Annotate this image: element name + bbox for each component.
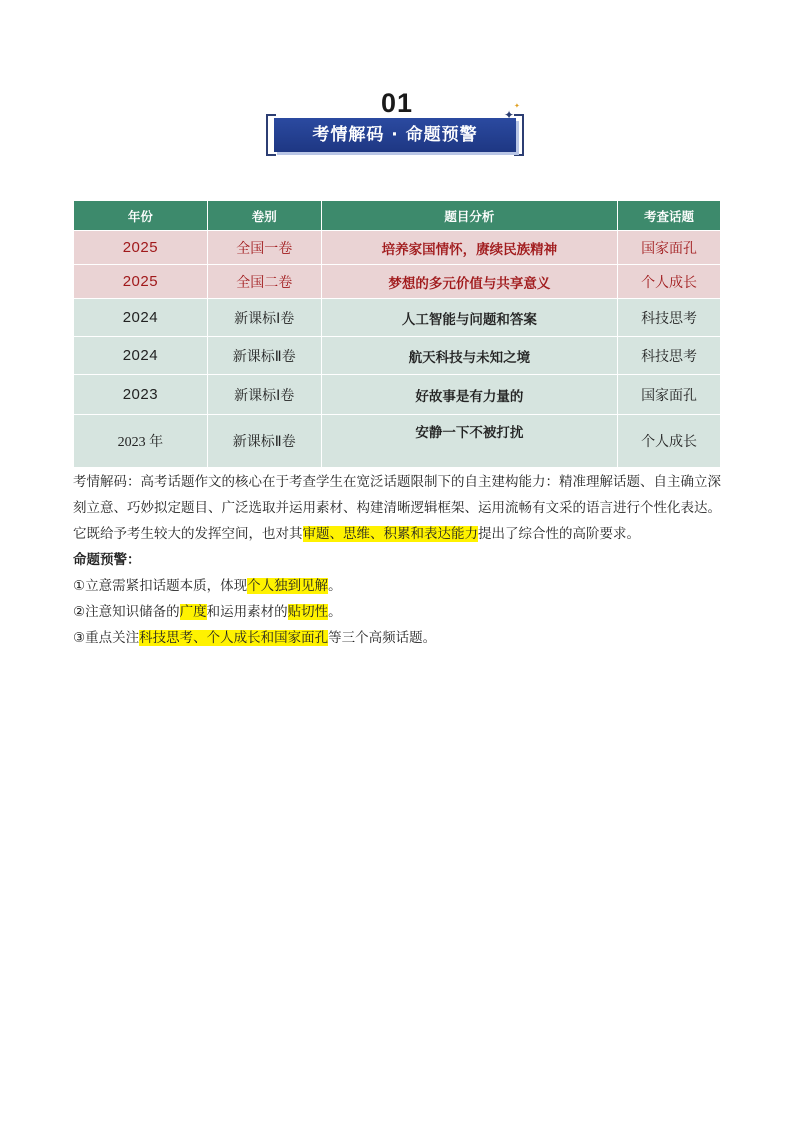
cell-topic: 个人成长 [618, 415, 721, 468]
warning-item-3 [73, 625, 723, 651]
cell-topic: 科技思考 [618, 337, 721, 375]
warning-highlight: 科技思考、个人成长和国家面孔 [139, 630, 329, 646]
cell-topic: 国家面孔 [618, 375, 721, 415]
table-row [74, 375, 721, 415]
warning-text: 。 [328, 604, 342, 620]
warning-label: 命题预警： [73, 552, 141, 568]
header-year: 年份 [74, 201, 208, 231]
sparkle-icon: ✦ [504, 108, 515, 122]
warning-text: ③重点关注 [73, 630, 140, 646]
cell-analysis: 好故事是有力量的 [321, 375, 618, 415]
section-header [0, 86, 794, 166]
warning-highlight: 广度 [179, 604, 207, 620]
table-header-row [74, 201, 721, 231]
cell-paper: 新课标Ⅰ卷 [207, 375, 321, 415]
warning-text: ①立意需紧扣话题本质，体现 [73, 578, 248, 594]
banner-frame [266, 114, 524, 156]
cell-analysis: 培养家国情怀，赓续民族精神 [321, 231, 618, 265]
warning-text: 等三个高频话题。 [328, 630, 437, 646]
warning-highlight: 个人独到见解 [247, 578, 329, 594]
header-paper: 卷别 [207, 201, 321, 231]
header-analysis: 题目分析 [321, 201, 618, 231]
warning-item-1 [73, 573, 723, 599]
section-number: 01 [380, 88, 414, 118]
cell-paper: 全国一卷 [207, 231, 321, 265]
cell-year: 2024 [74, 299, 208, 337]
cell-topic: 个人成长 [618, 265, 721, 299]
warning-text: ②注意知识储备的 [73, 604, 180, 620]
cell-year: 2025 [74, 231, 208, 265]
warning-highlight: 贴切性 [287, 604, 329, 620]
decode-highlight: 审题、思维、积累和表达能力 [302, 526, 478, 542]
decode-text: 考情解码：高考话题作文的核心在于考查学生在宽泛话题限制下的自主建构能力：精准理解话题、自主确立深刻立意、巧妙拟定题目、广泛选取并运用素材、构建清晰逻辑框架、运用流畅有文采的语言进行个性化表达。它既给予考生较大的发挥空间，也对其 [73, 474, 721, 542]
cell-year: 2024 [74, 337, 208, 375]
table-row [74, 231, 721, 265]
cell-topic: 科技思考 [618, 299, 721, 337]
cell-paper: 全国二卷 [207, 265, 321, 299]
warning-text: 。 [328, 578, 342, 594]
decode-paragraph [73, 469, 723, 547]
cell-paper: 新课标Ⅱ卷 [207, 415, 321, 468]
banner-title: 考情解码 · 命题预警 [274, 118, 516, 152]
cell-year: 2025 [74, 265, 208, 299]
cell-analysis: 梦想的多元价值与共享意义 [321, 265, 618, 299]
cell-analysis: 安静一下不被打扰 [321, 415, 618, 468]
warning-text: 和运用素材的 [206, 604, 288, 620]
table-row [74, 265, 721, 299]
cell-year: 2023 年 [74, 415, 208, 468]
cell-year: 2023 [74, 375, 208, 415]
cell-paper: 新课标Ⅱ卷 [207, 337, 321, 375]
header-topic: 考查话题 [618, 201, 721, 231]
cell-analysis: 人工智能与问题和答案 [321, 299, 618, 337]
table-row [74, 299, 721, 337]
cell-paper: 新课标Ⅰ卷 [207, 299, 321, 337]
cell-analysis: 航天科技与未知之境 [321, 337, 618, 375]
exam-analysis-table [73, 200, 721, 468]
table-row [74, 415, 721, 468]
table-row [74, 337, 721, 375]
body-text [73, 469, 723, 651]
decode-text-end: 提出了综合性的高阶要求。 [478, 526, 640, 542]
warning-item-2 [73, 599, 723, 625]
cell-topic: 国家面孔 [618, 231, 721, 265]
sparkle-small-icon: ✦ [514, 102, 520, 110]
